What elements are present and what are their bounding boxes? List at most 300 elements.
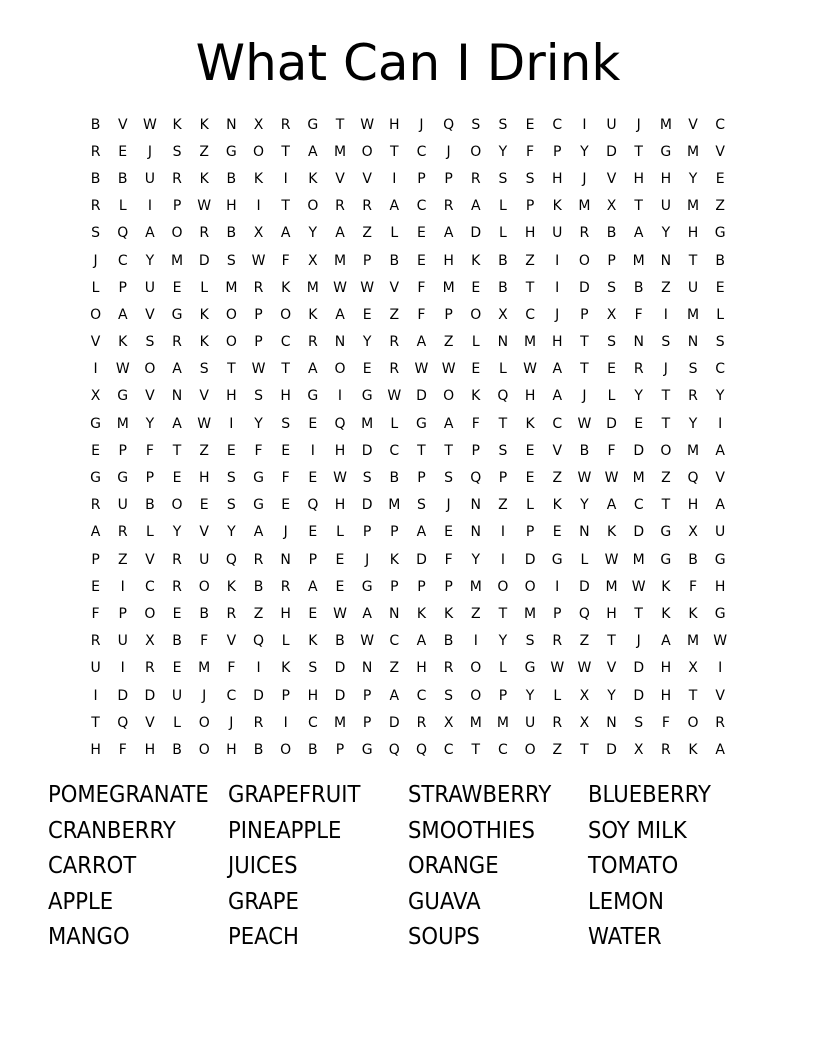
grid-cell[interactable]: P: [390, 524, 399, 541]
grid-cell[interactable]: Y: [688, 415, 698, 432]
grid-cell[interactable]: B: [579, 442, 590, 459]
grid-cell[interactable]: N: [606, 714, 617, 731]
grid-cell[interactable]: Z: [498, 497, 508, 514]
grid-cell[interactable]: R: [90, 497, 101, 514]
grid-cell[interactable]: B: [498, 252, 508, 269]
grid-cell[interactable]: M: [632, 470, 645, 487]
grid-cell[interactable]: O: [280, 741, 292, 758]
grid-cell[interactable]: E: [471, 361, 481, 378]
grid-cell[interactable]: E: [226, 442, 236, 459]
grid-cell[interactable]: Z: [661, 470, 671, 487]
grid-cell[interactable]: I: [310, 442, 315, 459]
grid-cell[interactable]: N: [579, 524, 590, 541]
grid-cell[interactable]: M: [524, 334, 537, 351]
grid-cell[interactable]: C: [525, 306, 535, 323]
grid-cell[interactable]: L: [173, 714, 181, 731]
grid-cell[interactable]: W: [197, 198, 212, 215]
grid-cell[interactable]: K: [552, 497, 562, 514]
grid-cell[interactable]: C: [416, 198, 427, 215]
grid-cell[interactable]: Q: [388, 741, 400, 758]
grid-cell[interactable]: N: [280, 551, 291, 568]
grid-cell[interactable]: R: [90, 633, 101, 650]
grid-cell[interactable]: D: [579, 279, 590, 296]
grid-cell[interactable]: T: [172, 442, 182, 459]
grid-cell[interactable]: U: [171, 687, 183, 704]
grid-cell[interactable]: I: [120, 660, 125, 677]
grid-cell[interactable]: R: [552, 633, 563, 650]
grid-cell[interactable]: P: [118, 279, 127, 296]
grid-cell[interactable]: Y: [227, 524, 236, 541]
grid-cell[interactable]: A: [90, 524, 101, 541]
grid-cell[interactable]: S: [661, 334, 671, 351]
grid-cell[interactable]: M: [388, 497, 401, 514]
grid-cell[interactable]: O: [171, 225, 183, 242]
grid-cell[interactable]: A: [416, 524, 427, 541]
grid-cell[interactable]: H: [144, 741, 156, 758]
grid-cell[interactable]: K: [471, 388, 481, 405]
grid-cell[interactable]: L: [281, 633, 290, 650]
grid-cell[interactable]: A: [389, 687, 400, 704]
grid-cell[interactable]: S: [199, 361, 209, 378]
grid-cell[interactable]: Q: [253, 633, 265, 650]
grid-cell[interactable]: D: [388, 714, 400, 731]
grid-cell[interactable]: W: [333, 605, 347, 622]
grid-cell[interactable]: N: [660, 252, 672, 269]
grid-cell[interactable]: K: [199, 116, 209, 133]
grid-cell[interactable]: L: [91, 279, 100, 296]
grid-cell[interactable]: W: [523, 361, 537, 378]
grid-cell[interactable]: Q: [415, 741, 427, 758]
grid-cell[interactable]: E: [308, 470, 318, 487]
grid-cell[interactable]: V: [117, 116, 128, 133]
grid-cell[interactable]: Y: [172, 524, 182, 541]
grid-cell[interactable]: O: [198, 578, 210, 595]
grid-cell[interactable]: G: [90, 470, 101, 487]
grid-cell[interactable]: P: [362, 524, 372, 541]
grid-cell[interactable]: A: [172, 361, 182, 378]
grid-cell[interactable]: O: [660, 442, 672, 459]
grid-cell[interactable]: W: [360, 633, 375, 650]
grid-cell[interactable]: F: [145, 442, 154, 459]
grid-cell[interactable]: C: [416, 687, 427, 704]
grid-cell[interactable]: B: [90, 116, 101, 133]
grid-cell[interactable]: E: [308, 415, 318, 432]
grid-cell[interactable]: O: [524, 578, 536, 595]
grid-cell[interactable]: F: [417, 279, 426, 296]
grid-cell[interactable]: W: [414, 361, 429, 378]
grid-cell[interactable]: E: [308, 605, 318, 622]
grid-cell[interactable]: I: [718, 660, 723, 677]
grid-cell[interactable]: C: [416, 143, 427, 160]
grid-cell[interactable]: L: [499, 198, 507, 215]
grid-cell[interactable]: V: [715, 470, 725, 487]
grid-cell[interactable]: R: [172, 578, 182, 595]
grid-cell[interactable]: F: [227, 660, 236, 677]
grid-cell[interactable]: U: [199, 551, 210, 568]
grid-cell[interactable]: J: [229, 714, 234, 731]
grid-cell[interactable]: P: [417, 170, 426, 187]
grid-cell[interactable]: I: [283, 170, 288, 187]
grid-cell[interactable]: G: [551, 551, 563, 568]
grid-cell[interactable]: K: [199, 306, 209, 323]
grid-cell[interactable]: L: [499, 361, 507, 378]
grid-cell[interactable]: R: [389, 334, 400, 351]
grid-cell[interactable]: D: [633, 442, 645, 459]
grid-cell[interactable]: R: [633, 361, 644, 378]
grid-cell[interactable]: E: [444, 524, 454, 541]
grid-cell[interactable]: I: [93, 361, 98, 378]
grid-cell[interactable]: N: [226, 116, 237, 133]
grid-cell[interactable]: C: [633, 497, 644, 514]
grid-cell[interactable]: I: [337, 388, 343, 405]
grid-cell[interactable]: B: [389, 252, 400, 269]
grid-cell[interactable]: I: [500, 551, 505, 568]
grid-cell[interactable]: E: [199, 497, 209, 514]
grid-cell[interactable]: W: [115, 361, 130, 378]
grid-cell[interactable]: C: [117, 252, 128, 269]
grid-cell[interactable]: U: [552, 225, 563, 242]
grid-cell[interactable]: C: [389, 633, 400, 650]
grid-cell[interactable]: A: [172, 415, 182, 432]
grid-cell[interactable]: S: [226, 252, 236, 269]
grid-cell[interactable]: M: [686, 306, 700, 323]
grid-cell[interactable]: M: [333, 252, 347, 269]
grid-cell[interactable]: G: [90, 415, 101, 432]
grid-cell[interactable]: W: [604, 551, 619, 568]
grid-cell[interactable]: S: [607, 279, 616, 296]
grid-cell[interactable]: S: [444, 687, 454, 704]
grid-cell[interactable]: P: [417, 470, 426, 487]
grid-cell[interactable]: E: [172, 660, 182, 677]
grid-cell[interactable]: P: [362, 687, 372, 704]
grid-cell[interactable]: T: [390, 143, 399, 160]
grid-cell[interactable]: V: [606, 170, 617, 187]
grid-cell[interactable]: X: [308, 252, 318, 269]
grid-cell[interactable]: T: [634, 198, 643, 215]
grid-cell[interactable]: H: [280, 605, 291, 622]
grid-cell[interactable]: N: [633, 334, 644, 351]
grid-cell[interactable]: B: [308, 741, 318, 758]
grid-cell[interactable]: M: [225, 279, 238, 296]
grid-cell[interactable]: F: [200, 633, 209, 650]
grid-cell[interactable]: Y: [634, 388, 643, 405]
grid-cell[interactable]: O: [225, 334, 237, 351]
grid-cell[interactable]: Z: [443, 334, 454, 351]
grid-cell[interactable]: P: [444, 578, 453, 595]
grid-cell[interactable]: X: [145, 633, 155, 650]
grid-cell[interactable]: H: [606, 605, 617, 622]
grid-cell[interactable]: S: [525, 633, 535, 650]
grid-cell[interactable]: S: [715, 334, 725, 351]
grid-cell[interactable]: G: [117, 470, 129, 487]
grid-cell[interactable]: F: [91, 605, 100, 622]
grid-cell[interactable]: N: [470, 524, 481, 541]
grid-cell[interactable]: M: [686, 143, 700, 160]
grid-cell[interactable]: O: [687, 714, 699, 731]
grid-cell[interactable]: Z: [525, 252, 535, 269]
grid-cell[interactable]: S: [417, 497, 426, 514]
grid-cell[interactable]: O: [470, 687, 482, 704]
grid-cell[interactable]: R: [443, 198, 454, 215]
grid-cell[interactable]: M: [632, 252, 645, 269]
grid-cell[interactable]: K: [253, 170, 264, 187]
grid-cell[interactable]: P: [498, 470, 508, 487]
grid-cell[interactable]: I: [256, 198, 261, 215]
grid-cell[interactable]: R: [280, 578, 291, 595]
grid-cell[interactable]: F: [634, 306, 643, 323]
grid-cell[interactable]: D: [198, 252, 210, 269]
grid-cell[interactable]: R: [470, 170, 481, 187]
grid-cell[interactable]: U: [687, 279, 699, 296]
grid-cell[interactable]: F: [281, 470, 290, 487]
grid-cell[interactable]: P: [553, 143, 562, 160]
grid-cell[interactable]: K: [172, 116, 182, 133]
grid-cell[interactable]: R: [90, 198, 101, 215]
grid-cell[interactable]: R: [226, 605, 237, 622]
grid-cell[interactable]: M: [469, 578, 482, 595]
grid-cell[interactable]: C: [552, 415, 563, 432]
grid-cell[interactable]: Y: [580, 497, 589, 514]
grid-cell[interactable]: I: [555, 252, 560, 269]
grid-cell[interactable]: R: [389, 361, 400, 378]
grid-cell[interactable]: K: [525, 415, 535, 432]
grid-cell[interactable]: K: [226, 578, 236, 595]
grid-cell[interactable]: S: [471, 116, 481, 133]
grid-cell[interactable]: B: [443, 633, 454, 650]
grid-cell[interactable]: O: [225, 306, 237, 323]
grid-cell[interactable]: E: [335, 578, 345, 595]
grid-cell[interactable]: M: [333, 714, 347, 731]
grid-cell[interactable]: O: [524, 741, 536, 758]
grid-cell[interactable]: L: [390, 415, 399, 432]
grid-cell[interactable]: X: [579, 687, 590, 704]
grid-cell[interactable]: A: [715, 442, 725, 459]
grid-cell[interactable]: V: [335, 170, 345, 187]
grid-cell[interactable]: A: [470, 198, 481, 215]
grid-cell[interactable]: T: [580, 741, 589, 758]
grid-cell[interactable]: E: [552, 524, 562, 541]
grid-cell[interactable]: T: [281, 361, 290, 378]
grid-cell[interactable]: K: [688, 605, 698, 622]
grid-cell[interactable]: T: [580, 334, 589, 351]
grid-cell[interactable]: R: [715, 714, 726, 731]
grid-cell[interactable]: G: [416, 415, 427, 432]
grid-cell[interactable]: R: [660, 741, 671, 758]
grid-cell[interactable]: Y: [308, 225, 318, 242]
grid-cell[interactable]: B: [253, 578, 264, 595]
grid-cell[interactable]: P: [118, 605, 127, 622]
grid-cell[interactable]: H: [307, 687, 319, 704]
grid-cell[interactable]: V: [389, 279, 400, 296]
grid-cell[interactable]: R: [172, 334, 182, 351]
grid-cell[interactable]: P: [362, 714, 372, 731]
grid-cell[interactable]: T: [661, 388, 671, 405]
grid-cell[interactable]: P: [91, 551, 100, 568]
grid-cell[interactable]: L: [553, 687, 562, 704]
grid-cell[interactable]: I: [256, 660, 261, 677]
grid-cell[interactable]: H: [633, 170, 644, 187]
grid-cell[interactable]: T: [444, 442, 453, 459]
grid-cell[interactable]: G: [117, 388, 129, 405]
grid-cell[interactable]: A: [362, 605, 372, 622]
grid-cell[interactable]: R: [90, 143, 101, 160]
grid-cell[interactable]: X: [633, 741, 644, 758]
grid-cell[interactable]: P: [444, 306, 453, 323]
grid-cell[interactable]: G: [660, 143, 672, 160]
grid-cell[interactable]: Q: [443, 116, 455, 133]
grid-cell[interactable]: Z: [579, 633, 590, 650]
grid-cell[interactable]: Y: [471, 551, 481, 568]
grid-cell[interactable]: M: [578, 198, 591, 215]
grid-cell[interactable]: P: [362, 252, 372, 269]
grid-cell[interactable]: V: [606, 660, 617, 677]
grid-cell[interactable]: F: [417, 306, 426, 323]
grid-cell[interactable]: Q: [497, 388, 509, 405]
grid-cell[interactable]: E: [634, 415, 644, 432]
grid-cell[interactable]: O: [470, 143, 482, 160]
grid-cell[interactable]: T: [498, 415, 508, 432]
grid-cell[interactable]: F: [471, 415, 480, 432]
grid-cell[interactable]: P: [254, 334, 263, 351]
grid-cell[interactable]: B: [145, 497, 155, 514]
grid-cell[interactable]: Q: [687, 470, 699, 487]
grid-cell[interactable]: S: [145, 334, 155, 351]
grid-cell[interactable]: T: [91, 714, 100, 731]
grid-cell[interactable]: R: [172, 170, 182, 187]
grid-cell[interactable]: A: [335, 225, 345, 242]
grid-cell[interactable]: S: [498, 442, 508, 459]
grid-cell[interactable]: D: [361, 442, 373, 459]
grid-cell[interactable]: K: [199, 170, 209, 187]
grid-cell[interactable]: E: [362, 361, 372, 378]
grid-cell[interactable]: H: [443, 252, 454, 269]
grid-cell[interactable]: A: [308, 361, 318, 378]
grid-cell[interactable]: A: [552, 361, 563, 378]
grid-cell[interactable]: T: [580, 361, 589, 378]
grid-cell[interactable]: A: [145, 225, 155, 242]
grid-cell[interactable]: I: [582, 116, 587, 133]
grid-cell[interactable]: I: [283, 714, 288, 731]
grid-cell[interactable]: S: [444, 470, 454, 487]
grid-cell[interactable]: V: [145, 714, 155, 731]
grid-cell[interactable]: F: [444, 551, 453, 568]
grid-cell[interactable]: H: [90, 741, 101, 758]
grid-cell[interactable]: W: [360, 279, 375, 296]
grid-cell[interactable]: C: [715, 116, 726, 133]
grid-cell[interactable]: R: [253, 279, 264, 296]
grid-cell[interactable]: U: [660, 198, 671, 215]
grid-cell[interactable]: Q: [117, 225, 129, 242]
grid-cell[interactable]: M: [469, 714, 482, 731]
grid-cell[interactable]: O: [144, 605, 156, 622]
grid-cell[interactable]: W: [360, 116, 375, 133]
grid-cell[interactable]: U: [144, 170, 156, 187]
grid-cell[interactable]: C: [307, 714, 318, 731]
grid-cell[interactable]: U: [90, 660, 101, 677]
grid-cell[interactable]: R: [416, 714, 427, 731]
grid-cell[interactable]: J: [202, 687, 207, 704]
grid-cell[interactable]: G: [171, 306, 183, 323]
grid-cell[interactable]: A: [443, 225, 454, 242]
grid-cell[interactable]: E: [91, 442, 100, 459]
grid-cell[interactable]: D: [606, 415, 617, 432]
grid-cell[interactable]: E: [172, 470, 182, 487]
grid-cell[interactable]: Y: [498, 143, 508, 160]
grid-cell[interactable]: D: [334, 687, 346, 704]
grid-cell[interactable]: K: [281, 660, 291, 677]
grid-cell[interactable]: B: [226, 225, 237, 242]
grid-cell[interactable]: X: [579, 714, 590, 731]
grid-cell[interactable]: L: [716, 306, 725, 323]
grid-cell[interactable]: B: [606, 225, 617, 242]
grid-cell[interactable]: K: [199, 334, 209, 351]
grid-cell[interactable]: M: [361, 415, 374, 432]
grid-cell[interactable]: O: [361, 143, 373, 160]
grid-cell[interactable]: M: [442, 279, 455, 296]
grid-cell[interactable]: R: [145, 660, 155, 677]
grid-cell[interactable]: L: [118, 198, 127, 215]
grid-cell[interactable]: L: [200, 279, 209, 296]
grid-cell[interactable]: D: [253, 687, 264, 704]
grid-cell[interactable]: U: [117, 497, 128, 514]
grid-cell[interactable]: J: [446, 497, 451, 514]
grid-cell[interactable]: T: [498, 605, 508, 622]
grid-cell[interactable]: Z: [199, 442, 209, 459]
grid-cell[interactable]: M: [333, 143, 347, 160]
grid-cell[interactable]: L: [471, 334, 480, 351]
grid-cell[interactable]: K: [308, 170, 318, 187]
grid-cell[interactable]: B: [688, 551, 698, 568]
grid-cell[interactable]: J: [283, 524, 288, 541]
grid-cell[interactable]: Z: [552, 470, 563, 487]
grid-cell[interactable]: F: [254, 442, 263, 459]
grid-cell[interactable]: Y: [145, 252, 155, 269]
grid-cell[interactable]: B: [172, 741, 182, 758]
grid-cell[interactable]: K: [308, 306, 318, 323]
grid-cell[interactable]: E: [525, 470, 535, 487]
grid-cell[interactable]: V: [145, 551, 155, 568]
grid-cell[interactable]: Z: [552, 741, 563, 758]
grid-cell[interactable]: M: [116, 415, 129, 432]
grid-cell[interactable]: C: [389, 442, 400, 459]
grid-cell[interactable]: T: [281, 143, 290, 160]
grid-cell[interactable]: K: [661, 578, 671, 595]
grid-cell[interactable]: O: [198, 741, 210, 758]
grid-cell[interactable]: Z: [117, 551, 128, 568]
grid-cell[interactable]: E: [308, 524, 318, 541]
grid-cell[interactable]: A: [253, 524, 264, 541]
grid-cell[interactable]: S: [634, 714, 644, 731]
grid-cell[interactable]: E: [525, 442, 535, 459]
grid-cell[interactable]: N: [687, 334, 699, 351]
grid-cell[interactable]: N: [334, 334, 346, 351]
grid-cell[interactable]: Z: [470, 605, 481, 622]
grid-cell[interactable]: P: [390, 578, 399, 595]
grid-cell[interactable]: R: [443, 660, 454, 677]
grid-cell[interactable]: W: [577, 660, 592, 677]
grid-cell[interactable]: V: [199, 388, 209, 405]
grid-cell[interactable]: Q: [225, 551, 237, 568]
grid-cell[interactable]: N: [361, 660, 373, 677]
grid-cell[interactable]: Y: [688, 170, 698, 187]
grid-cell[interactable]: Y: [715, 388, 725, 405]
grid-cell[interactable]: G: [660, 524, 672, 541]
grid-cell[interactable]: R: [552, 714, 563, 731]
grid-cell[interactable]: V: [362, 170, 372, 187]
grid-cell[interactable]: M: [605, 578, 618, 595]
grid-cell[interactable]: S: [688, 361, 698, 378]
grid-cell[interactable]: M: [632, 551, 645, 568]
